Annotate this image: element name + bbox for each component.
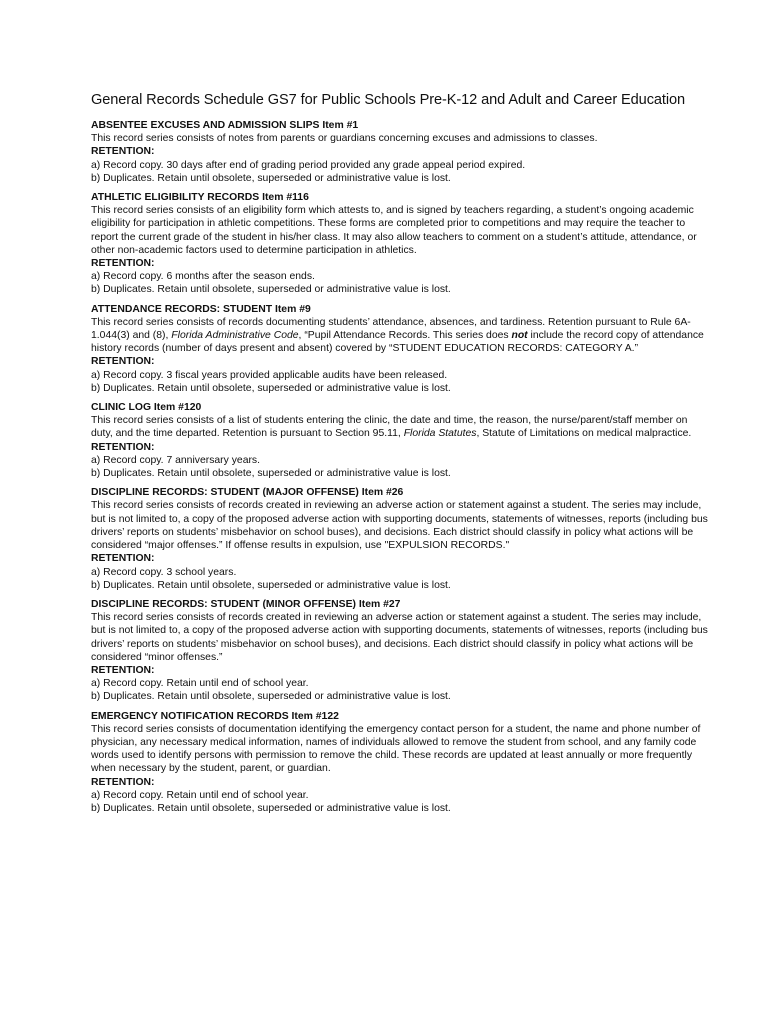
retention-line: b) Duplicates. Retain until obsolete, superseded or administrative value is lost. [91, 284, 451, 296]
record-section [91, 401, 710, 480]
description-run: This record series consists of an eligibility form which attests to, and is signed by teachers regarding, a student’s ongoing academic eligibility for participation in athletic competitions. These forms are completed prior to competitions and may require the teacher to report the current grade of the student in his/her class. It may also allow teachers to comment on a student’s attitude, attendance, or other non-academic factors used to determine participation in athletics. [91, 205, 697, 256]
record-section [91, 486, 710, 592]
retention-line: b) Duplicates. Retain until obsolete, superseded or administrative value is lost. [91, 382, 451, 394]
section-heading: ATTENDANCE RECORDS: STUDENT Item #9 [91, 303, 311, 315]
description-run: This record series consists of records created in reviewing an adverse action or statement against a student. The series may include, but is not limited to, a copy of the proposed adverse action with supporting documents, statements of witnesses, reports (including bus drivers’ reports on students’ misbehavior on school buses), and decisions. Each district should classify in policy what actions will be considered “major offenses.” If offense results in expulsion, use "EXPULSION RECORDS." [91, 500, 708, 552]
section-description [91, 723, 710, 776]
section-description [91, 132, 710, 145]
description-run: This record series consists of documentation identifying the emergency contact person for a student, the name and phone number of physician, any necessary medical information, names of individuals allowed to remove the student from school, and any family code words used to identify persons with permission to remove the child. These records are updated at least annually or more frequently when necessary by the student, parent, or guardian. [91, 723, 701, 775]
retention-line: a) Record copy. 3 fiscal years provided applicable audits have been released. [91, 369, 448, 381]
retention-label: RETENTION: [91, 553, 155, 565]
section-description [91, 414, 710, 440]
retention-line: b) Duplicates. Retain until obsolete, superseded or administrative value is lost. [91, 691, 451, 703]
description-run: Florida Administrative Code [171, 330, 299, 342]
retention-line: a) Record copy. Retain until end of school year. [91, 789, 309, 801]
retention-label: RETENTION: [91, 776, 155, 788]
retention-line: a) Record copy. 3 school years. [91, 566, 237, 578]
record-section [91, 710, 710, 816]
retention-label: RETENTION: [91, 146, 155, 158]
retention-label: RETENTION: [91, 258, 155, 270]
section-heading: ABSENTEE EXCUSES AND ADMISSION SLIPS Item #1 [91, 120, 359, 131]
section-description [91, 316, 710, 356]
section-heading: CLINIC LOG Item #120 [91, 402, 202, 414]
description-run: include the record copy of attendance history records (number of days present and absent) covered by “STUDENT EDUCATION RECORDS: CATEGORY A.” [91, 330, 704, 355]
retention-line: b) Duplicates. Retain until obsolete, superseded or administrative value is lost. [91, 172, 451, 184]
section-heading: ATHLETIC ELIGIBILITY RECORDS Item #116 [91, 192, 309, 204]
retention-line: b) Duplicates. Retain until obsolete, superseded or administrative value is lost. [91, 468, 451, 480]
description-run: not [511, 330, 528, 342]
record-section [91, 191, 710, 297]
record-section [91, 303, 710, 395]
retention-line: a) Record copy. 7 anniversary years. [91, 454, 261, 466]
section-description [91, 204, 710, 257]
retention-line: a) Record copy. 6 months after the season ends. [91, 271, 315, 283]
description-run: , Statute of Limitations on medical malpractice. [476, 428, 692, 440]
section-heading: EMERGENCY NOTIFICATION RECORDS Item #122 [91, 710, 339, 722]
sections-container [91, 119, 710, 815]
description-run: , “Pupil Attendance Records. This series does [298, 330, 512, 342]
description-run: This record series consists of records created in reviewing an adverse action or statement against a student. The series may include, but is not limited to, a copy of the proposed adverse action with supporting documents, statements of witnesses, reports (including bus drivers’ reports on students’ misbehavior on school buses), and decisions. Each district should classify in policy what actions will be considered “minor offenses.” [91, 612, 708, 663]
section-description [91, 499, 710, 552]
record-section [91, 119, 710, 185]
retention-line: a) Record copy. Retain until end of school year. [91, 678, 309, 690]
section-heading: DISCIPLINE RECORDS: STUDENT (MINOR OFFENSE) Item #27 [91, 598, 401, 610]
description-run: This record series consists of records documenting students’ attendance, absences, and tardiness. Retention pursuant to Rule 6A-1.044(3) and (8), [91, 316, 691, 342]
retention-line: a) Record copy. 30 days after end of grading period provided any grade appeal period expired. [91, 159, 526, 171]
document-title: General Records Schedule GS7 for Public Schools Pre-K-12 and Adult and Career Education [91, 92, 686, 108]
retention-label: RETENTION: [91, 356, 155, 368]
section-heading: DISCIPLINE RECORDS: STUDENT (MAJOR OFFENSE) Item #26 [91, 487, 404, 499]
retention-line: b) Duplicates. Retain until obsolete, superseded or administrative value is lost. [91, 579, 451, 591]
record-section [91, 598, 710, 704]
retention-label: RETENTION: [91, 441, 155, 453]
description-run: Florida Statutes [403, 428, 477, 440]
retention-label: RETENTION: [91, 664, 155, 676]
retention-line: b) Duplicates. Retain until obsolete, superseded or administrative value is lost. [91, 802, 451, 814]
section-description [91, 611, 710, 664]
description-run: This record series consists of a list of students entering the clinic, the date and time, the reason, the nurse/parent/staff member on duty, and the time departed. Retention is pursuant to Section 95.11, [91, 415, 688, 440]
description-run: This record series consists of notes from parents or guardians concerning excuses and admissions to classes. [91, 133, 598, 145]
